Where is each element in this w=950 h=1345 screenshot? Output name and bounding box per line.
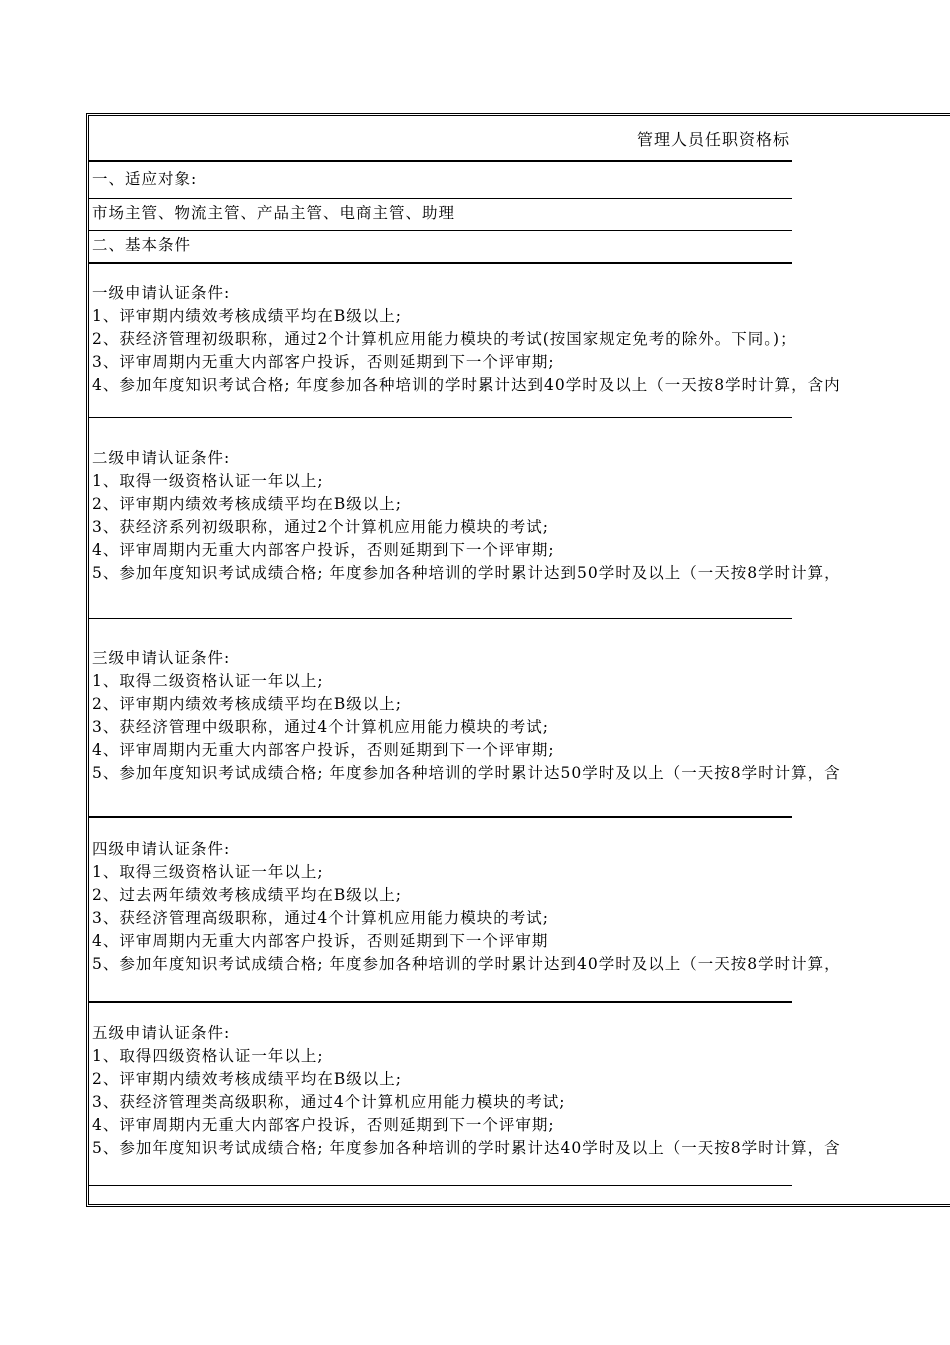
spreadsheet-sheet xyxy=(86,113,950,1207)
level-item: 2、获经济管理初级职称，通过2个计算机应用能力模块的考试(按国家规定免考的除外。下同。)； xyxy=(92,330,797,348)
level-item: 3、评审周期内无重大内部客户投诉，否则延期到下一个评审期; xyxy=(92,353,555,371)
section-heading-basic: 二、基本条件 xyxy=(92,236,192,254)
level-5-block xyxy=(92,1022,841,1160)
level-item: 2、过去两年绩效考核成绩平均在B级以上; xyxy=(92,886,402,904)
row-divider xyxy=(89,618,792,619)
level-item: 2、评审期内绩效考核成绩平均在B级以上; xyxy=(92,495,402,513)
level-item: 2、评审期内绩效考核成绩平均在B级以上; xyxy=(92,1070,402,1088)
section-heading-applicable: 一、适应对象: xyxy=(92,170,198,188)
level-heading: 五级申请认证条件: xyxy=(92,1024,231,1042)
level-item: 4、评审周期内无重大内部客户投诉，否则延期到下一个评审期 xyxy=(92,932,549,950)
row-divider xyxy=(89,198,792,199)
level-2-block xyxy=(92,447,841,585)
row-divider xyxy=(89,1185,792,1186)
level-item: 3、获经济管理中级职称，通过4个计算机应用能力模块的考试; xyxy=(92,718,549,736)
level-item: 4、评审周期内无重大内部客户投诉，否则延期到下一个评审期; xyxy=(92,741,555,759)
level-item: 5、参加年度知识考试成绩合格; 年度参加各种培训的学时累计达50学时及以上（一天按8学时计算，含 xyxy=(92,764,841,782)
level-heading: 二级申请认证条件: xyxy=(92,449,231,467)
row-divider xyxy=(89,417,792,418)
level-item: 1、取得一级资格认证一年以上; xyxy=(92,472,324,490)
level-item: 4、评审周期内无重大内部客户投诉，否则延期到下一个评审期; xyxy=(92,541,555,559)
level-heading: 一级申请认证条件: xyxy=(92,284,231,302)
row-divider xyxy=(89,262,792,264)
level-item: 1、取得二级资格认证一年以上; xyxy=(92,672,324,690)
row-divider xyxy=(89,160,792,162)
level-item: 1、取得三级资格认证一年以上; xyxy=(92,863,324,881)
level-item: 5、参加年度知识考试成绩合格; 年度参加各种培训的学时累计达40学时及以上（一天按8学时计算，含 xyxy=(92,1139,841,1157)
level-3-block xyxy=(92,647,841,785)
level-item: 5、参加年度知识考试成绩合格; 年度参加各种培训的学时累计达到50学时及以上（一天按8学时计算， xyxy=(92,564,841,582)
level-4-block xyxy=(92,838,841,976)
page-title: 管理人员任职资格标 xyxy=(637,130,791,149)
level-item: 4、评审周期内无重大内部客户投诉，否则延期到下一个评审期; xyxy=(92,1116,555,1134)
level-heading: 四级申请认证条件: xyxy=(92,840,231,858)
level-heading: 三级申请认证条件: xyxy=(92,649,231,667)
level-item: 3、获经济管理类高级职称，通过4个计算机应用能力模块的考试; xyxy=(92,1093,566,1111)
row-divider xyxy=(89,1001,792,1003)
level-item: 5、参加年度知识考试成绩合格; 年度参加各种培训的学时累计达到40学时及以上（一天按8学时计算， xyxy=(92,955,841,973)
applicable-roles: 市场主管、物流主管、产品主管、电商主管、助理 xyxy=(92,204,456,222)
level-item: 4、参加年度知识考试合格; 年度参加各种培训的学时累计达到40学时及以上（一天按8学时计算，含内 xyxy=(92,376,841,394)
level-item: 3、获经济系列初级职称，通过2个计算机应用能力模块的考试; xyxy=(92,518,549,536)
level-item: 1、评审期内绩效考核成绩平均在B级以上; xyxy=(92,307,402,325)
level-1-block xyxy=(92,282,841,397)
level-item: 2、评审期内绩效考核成绩平均在B级以上; xyxy=(92,695,402,713)
level-item: 3、获经济管理高级职称，通过4个计算机应用能力模块的考试; xyxy=(92,909,549,927)
level-item: 1、取得四级资格认证一年以上; xyxy=(92,1047,324,1065)
row-divider xyxy=(89,816,792,818)
row-divider xyxy=(89,230,792,231)
